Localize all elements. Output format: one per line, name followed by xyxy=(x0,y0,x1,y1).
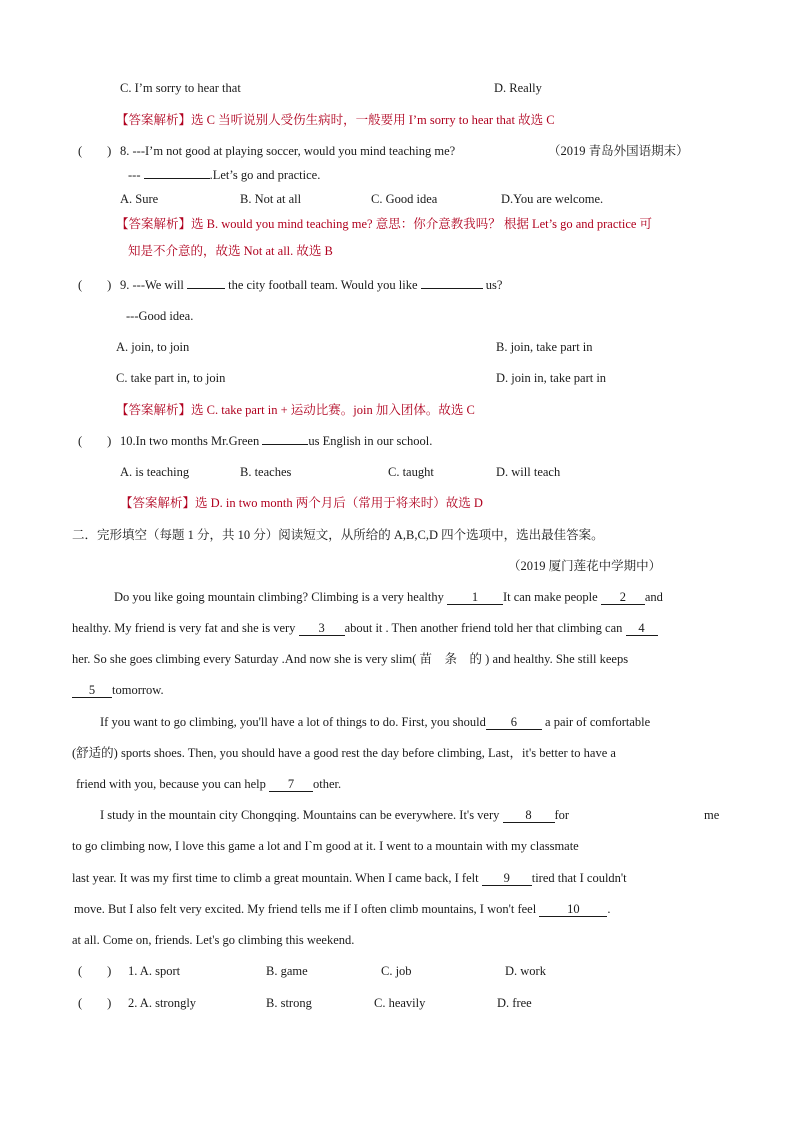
q9-part1: 9. ---We will xyxy=(120,278,184,292)
passage-line xyxy=(100,807,569,823)
blank-1: 1 xyxy=(447,590,503,605)
passage-text: ) and healthy. She still keeps xyxy=(485,652,629,666)
passage-line: to go climbing now, I love this game a lot and I`m good at it. I went to a mountain with my classmate xyxy=(72,839,579,853)
q10-blank xyxy=(262,444,308,445)
q10-option-d: D. will teach xyxy=(496,465,561,479)
passage-line xyxy=(72,682,164,698)
cloze-q1-paren: ( ) xyxy=(78,964,112,978)
q9-option-d: D. join in, take part in xyxy=(496,371,607,385)
cloze-q1-option-d: D. work xyxy=(505,964,546,978)
passage-text: last year. It was my first time to climb a great mountain. When I came back, I felt xyxy=(72,871,479,885)
q10-part1: 10.In two months Mr.Green xyxy=(120,434,260,448)
cloze-q2-paren: ( ) xyxy=(78,996,112,1010)
blank-5: 5 xyxy=(72,683,112,698)
analysis-text: 选 B. would you mind teaching me? 意思：你介意教我吗？ 根据 Let’s go and practice 可 xyxy=(191,217,653,231)
cloze-q2-option-c: C. heavily xyxy=(374,996,426,1010)
passage-text: move. But I also felt very excited. My friend tells me if I often climb mountains, I won't feel xyxy=(74,902,537,916)
passage-text: tomorrow. xyxy=(112,683,164,697)
passage-line xyxy=(114,589,663,605)
passage-line xyxy=(72,870,627,886)
q8-analysis-line2: 知是不介意的，故选 Not at all. 故选 B xyxy=(128,244,333,258)
passage-text: tired that I couldn't xyxy=(531,871,627,885)
analysis-label: 【答案解析】 xyxy=(116,403,192,417)
section-heading: 二．完形填空（每题 1 分，共 10 分）阅读短文，从所给的 A,B,C,D 四个选项中，选出最佳答案。 xyxy=(72,528,604,542)
q10-option-c: C. taught xyxy=(388,465,434,479)
q9-blank1 xyxy=(187,288,225,289)
blank-2: 2 xyxy=(601,590,645,605)
q10-option-b: B. teaches xyxy=(240,465,292,479)
q8-analysis-line1 xyxy=(116,216,652,232)
analysis-text: 选 C 当听说别人受伤生病时，一般要用 I’m sorry to hear that 故选 C xyxy=(191,113,555,127)
passage-text: her. So she goes climbing every Saturday .And now she is very slim( xyxy=(72,652,417,666)
q8-paren: ( ) xyxy=(78,144,112,158)
analysis-text: 选 D. in two month 两个月后（常用于将来时）故选 D xyxy=(195,496,483,510)
passage-text: It can make people xyxy=(502,590,598,604)
q9-paren: ( ) xyxy=(78,278,112,292)
passage-line: at all. Come on, friends. Let's go climbing this weekend. xyxy=(72,933,355,947)
q8-reply-suffix: .Let’s go and practice. xyxy=(209,168,321,182)
section-source: （2019 厦门莲花中学期中） xyxy=(508,559,662,573)
cloze-q2-option-b: B. strong xyxy=(266,996,312,1010)
q8-option-d: D.You are welcome. xyxy=(501,192,604,206)
analysis-label: 【答案解析】 xyxy=(120,496,196,510)
blank-4: 4 xyxy=(626,621,658,636)
q9-option-a: A. join, to join xyxy=(116,340,190,354)
passage-text: a pair of comfortable xyxy=(545,715,651,729)
q9-analysis xyxy=(116,402,475,418)
passage-text: for xyxy=(554,808,570,822)
passage-text: 苗 条 的 xyxy=(419,652,483,666)
cloze-q1-option-b: B. game xyxy=(266,964,308,978)
q10-paren: ( ) xyxy=(78,434,112,448)
q8-reply-prefix: --- xyxy=(128,168,141,182)
q10-question xyxy=(120,433,432,449)
analysis-label: 【答案解析】 xyxy=(116,217,192,231)
q9-option-b: B. join, take part in xyxy=(496,340,593,354)
q10-analysis xyxy=(120,495,483,511)
passage-text: and xyxy=(644,590,663,604)
q8-blank xyxy=(144,178,210,179)
passage-text: If you want to go climbing, you'll have a lot of things to do. First, you should xyxy=(100,715,486,729)
q8-reply xyxy=(128,167,320,183)
q9-option-c: C. take part in, to join xyxy=(116,371,226,385)
cloze-q2-option-a: 2. A. strongly xyxy=(128,996,197,1010)
cloze-q1-option-a: 1. A. sport xyxy=(128,964,181,978)
blank-3: 3 xyxy=(299,621,345,636)
q8-option-b: B. Not at all xyxy=(240,192,302,206)
cloze-q2-option-d: D. free xyxy=(497,996,532,1010)
passage-text: friend with you, because you can help xyxy=(76,777,266,791)
passage-text: about it . Then another friend told her that climbing can xyxy=(344,621,623,635)
q9-blank2 xyxy=(421,288,483,289)
q9-reply: ---Good idea. xyxy=(126,309,194,323)
passage-text: healthy. My friend is very fat and she is very xyxy=(72,621,296,635)
analysis-label: 【答案解析】 xyxy=(116,113,192,127)
passage-line xyxy=(72,620,658,636)
blank-7: 7 xyxy=(269,777,313,792)
passage-text: me xyxy=(704,808,720,822)
blank-8: 8 xyxy=(503,808,555,823)
passage-text: . xyxy=(607,902,611,916)
passage-text: other. xyxy=(313,777,342,791)
q9-question xyxy=(120,277,502,293)
blank-10: 10 xyxy=(539,902,607,917)
passage-text: I study in the mountain city Chongqing. Mountains can be everywhere. It's very xyxy=(100,808,500,822)
passage-line xyxy=(72,651,628,667)
q7-analysis xyxy=(116,112,555,128)
passage-line xyxy=(76,776,341,792)
q7-option-d: D. Really xyxy=(494,81,542,95)
q8-source: （2019 青岛外国语期末） xyxy=(548,144,689,158)
q8-question: 8. ---I’m not good at playing soccer, would you mind teaching me? xyxy=(120,144,456,158)
analysis-text: 选 C. take part in + 运动比赛。join 加入团体。故选 C xyxy=(191,403,475,417)
q9-part3: us? xyxy=(485,278,503,292)
q8-option-a: A. Sure xyxy=(120,192,159,206)
passage-text: Do you like going mountain climbing? Climbing is a very healthy xyxy=(114,590,444,604)
q9-part2: the city football team. Would you like xyxy=(228,278,418,292)
passage-line: (舒适的) sports shoes. Then, you should have a good rest the day before climbing, Last，it's better to have a xyxy=(72,746,616,760)
blank-9: 9 xyxy=(482,871,532,886)
q8-option-c: C. Good idea xyxy=(371,192,438,206)
passage-line xyxy=(74,901,610,917)
q7-option-c: C. I’m sorry to hear that xyxy=(120,81,241,95)
passage-line xyxy=(100,714,650,730)
q10-option-a: A. is teaching xyxy=(120,465,190,479)
q10-part2: us English in our school. xyxy=(308,434,433,448)
cloze-q1-option-c: C. job xyxy=(381,964,412,978)
blank-6: 6 xyxy=(486,715,542,730)
